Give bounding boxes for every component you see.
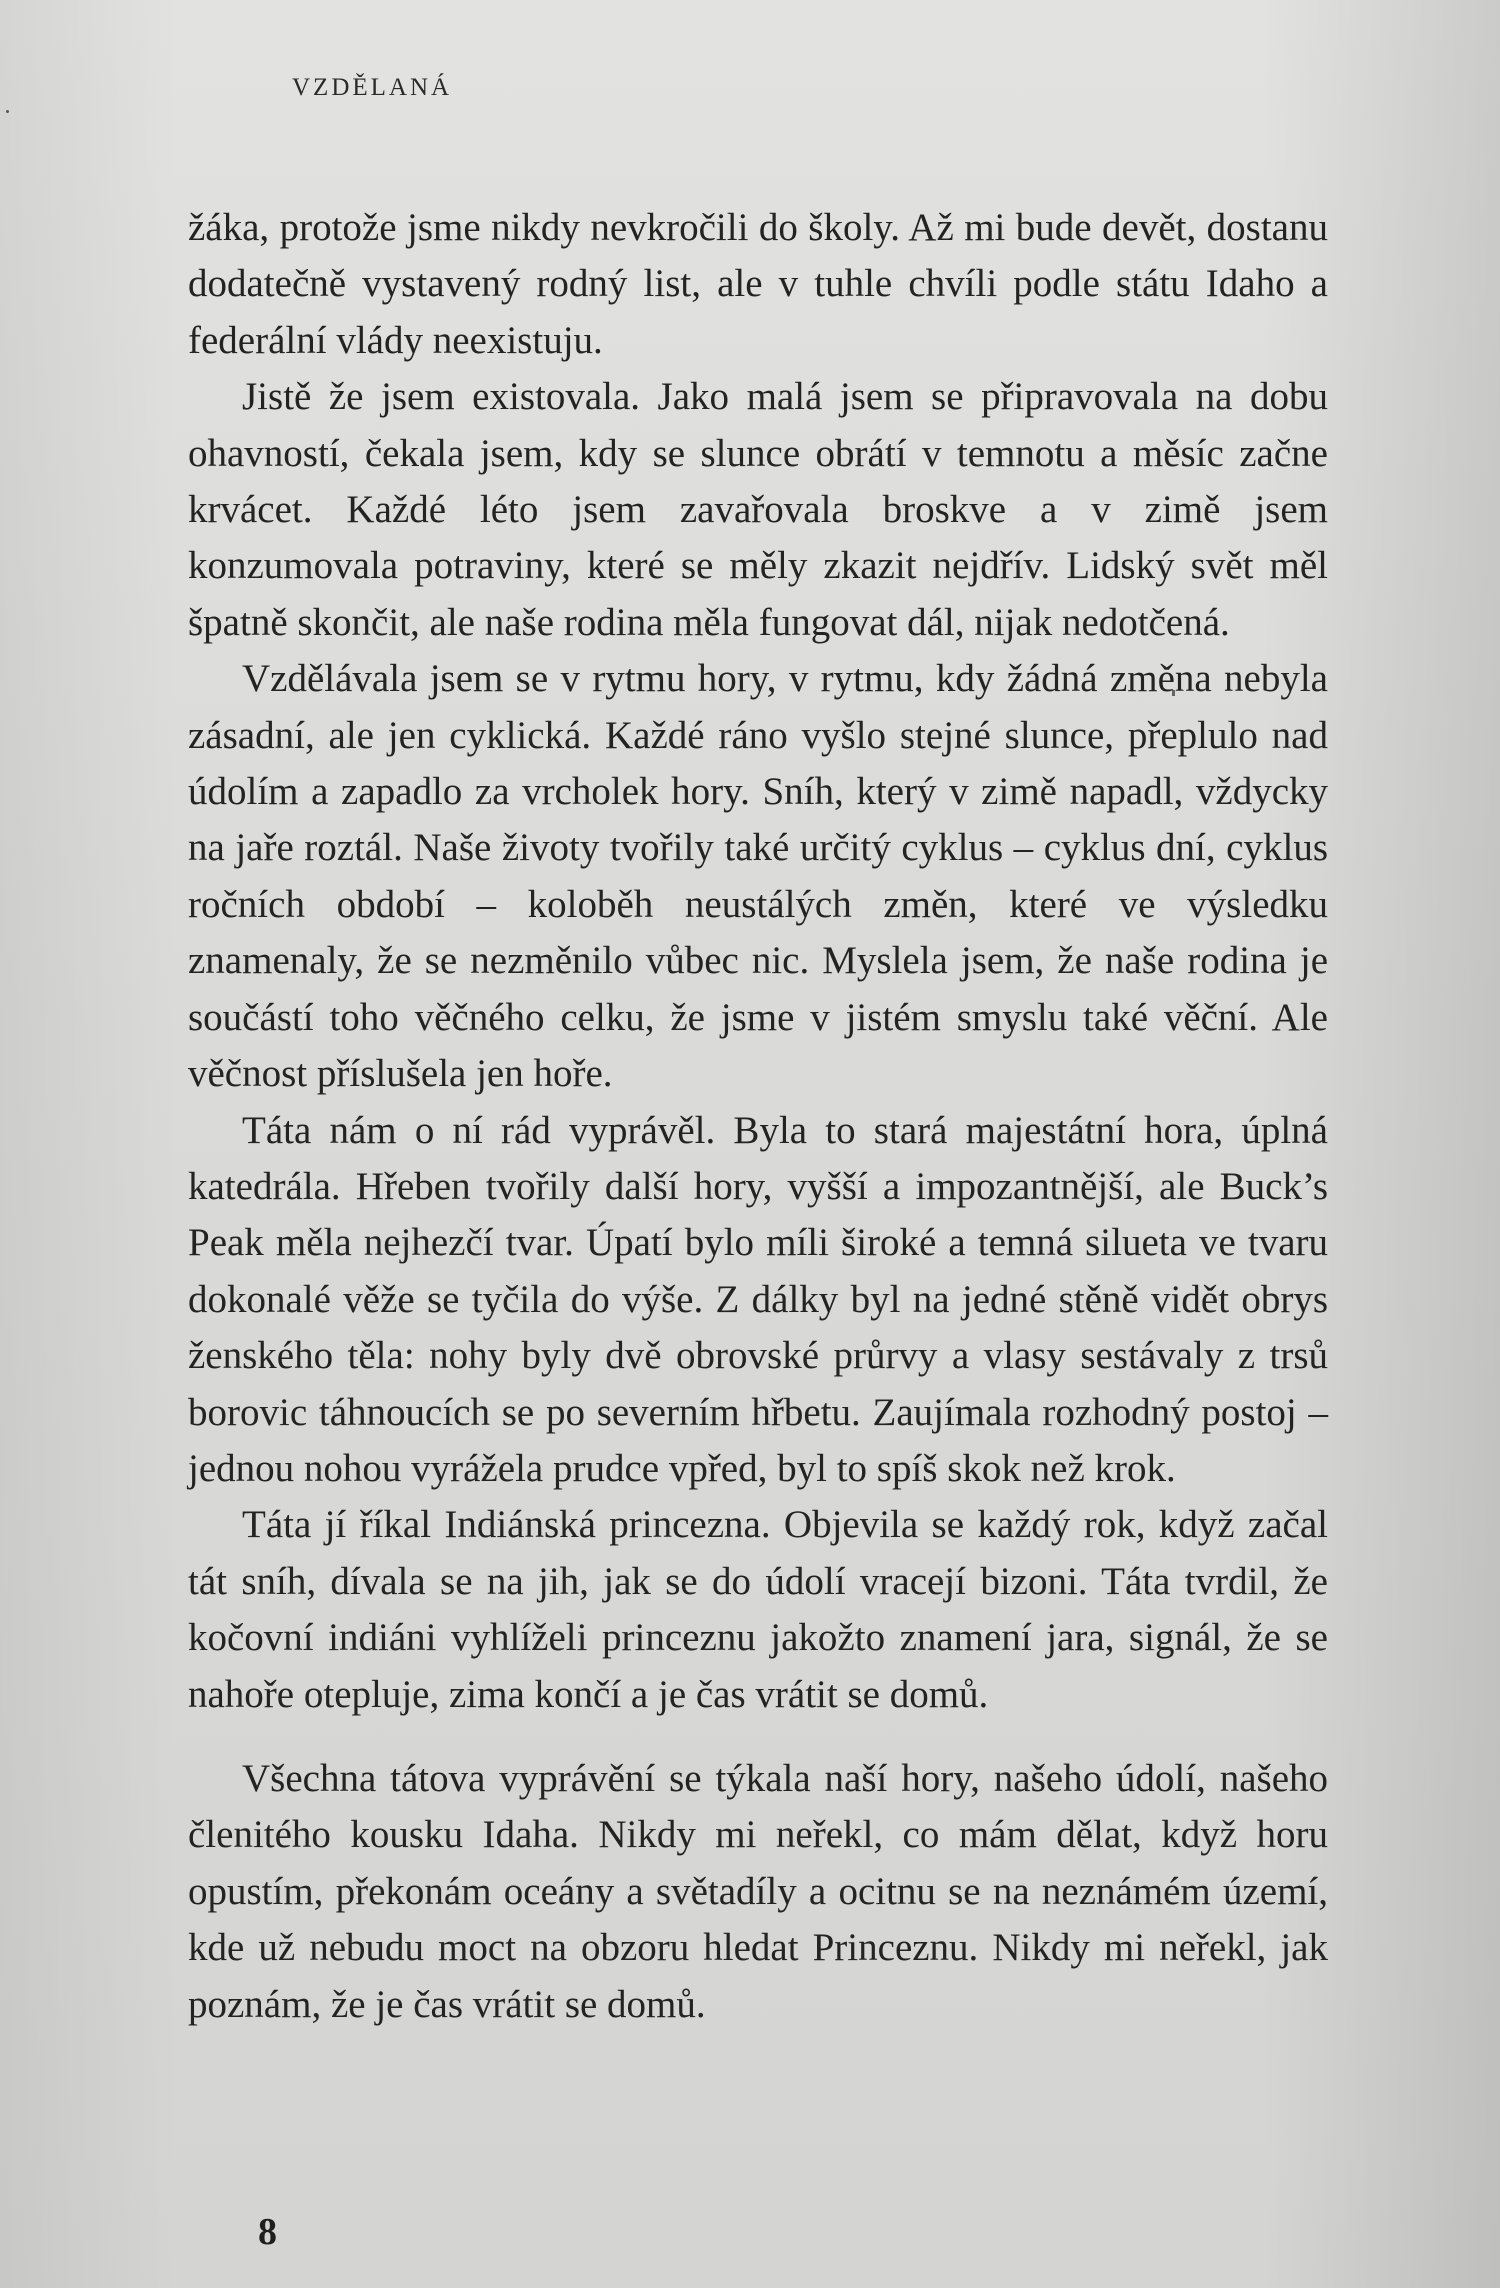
paragraph: Táta jí říkal Indiánská princezna. Objevila se každý rok, když začal tát sníh, dívala se na jih, jak se do údolí vracejí bizoni. Táta tvrdil, že kočovní indiáni vyhlíželi princeznu jakožto znamení jara, signál, že se nahoře otepluje, zima končí a je čas vrátit se domů.	[188, 1503, 1328, 1716]
page-number: 8	[258, 2211, 277, 2253]
paper-speck	[6, 110, 9, 113]
paragraph: Všechna tátova vyprávění se týkala naší hory, našeho údolí, našeho členitého kousku Idaha. Nikdy mi neřekl, co mám dělat, když horu opustím, překonám oceány a světadíly a ocitnu se na neznámém území, kde už nebudu moct na obzoru hledat Princeznu. Nikdy mi neřekl, jak poznám, že je čas vrátit se domů.	[188, 1756, 1328, 2026]
paragraph: Jistě že jsem existovala. Jako malá jsem se připravovala na dobu ohavností, čekala jsem, kdy se slunce obrátí v temnotu a měsíc začne krvácet. Každé léto jsem zavařovala broskve a v zimě jsem konzumovala potraviny, které se měly zkazit nejdřív. Lidský svět měl špatně skončit, ale naše rodina měla fungovat dál, nijak nedotčená.	[188, 375, 1328, 644]
paragraph: Táta nám o ní rád vyprávěl. Byla to stará majestátní hora, úplná katedrála. Hřeben tvořily další hory, vyšší a impozantnější, ale Buck’s Peak měla nejhezčí tvar. Úpatí bylo míli široké a temná silueta ve tvaru dokonalé věže se tyčila do výše. Z dálky byl na jedné stěně vidět obrys ženského těla: nohy byly dvě obrovské průrvy a vlasy sestávaly z trsů borovic táhnoucích se po severním hřbetu. Zaujímala rozhodný postoj – jednou nohou vyrážela prudce vpřed, byl to spíš skok než krok.	[188, 1108, 1328, 1490]
paragraph: žáka, protože jsme nikdy nevkročili do školy. Až mi bude devět, dostanu dodatečně vystavený rodný list, ale v tuhle chvíli podle státu Idaho a federální vlády neexistuju.	[188, 206, 1328, 362]
paragraph: Vzdělávala jsem se v rytmu hory, v rytmu, kdy žádná změna nebyla zásadní, ale jen cyklická. Každé ráno vyšlo stejné slunce, přeplulo nad údolím a zapadlo za vrcholek hory. Sníh, který v zimě napadl, vždycky na jaře roztál. Naše životy tvořily také určitý cyklus – cyklus dní, cyklus ročních období – koloběh neustálých změn, které ve výsledku znamenaly, že se nezměnilo vůbec nic. Myslela jsem, že naše rodina je součástí toho věčného celku, že jsme v jistém smyslu také věční. Ale věčnost příslušela jen hoře.	[188, 657, 1328, 1096]
body-text	[188, 200, 1328, 2033]
running-header: VZDĚLANÁ	[292, 74, 453, 101]
